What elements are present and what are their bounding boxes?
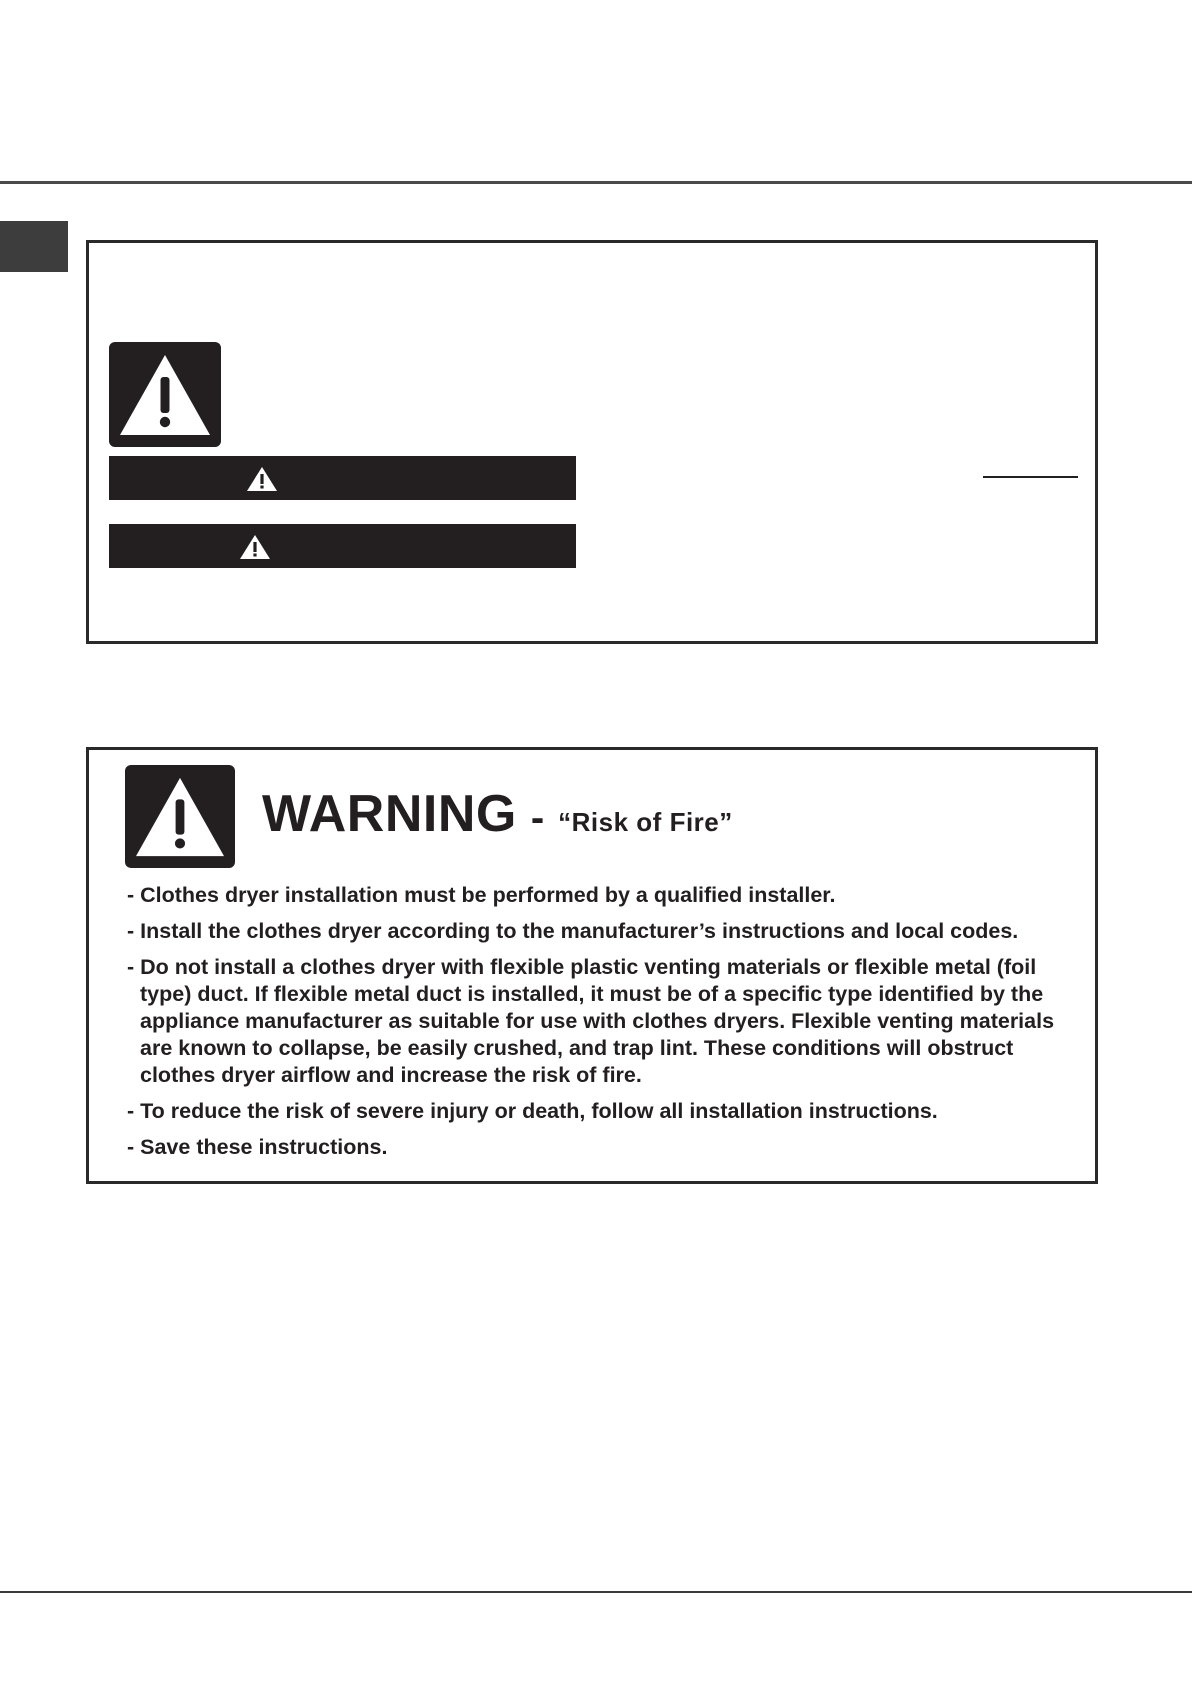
fire-warning-box xyxy=(86,747,1098,1184)
header-rule xyxy=(0,181,1192,184)
warning-subtitle: “Risk of Fire” xyxy=(558,807,733,837)
small-warning-triangle-icon xyxy=(246,466,278,492)
small-warning-triangle-icon xyxy=(239,534,271,560)
warning-list xyxy=(127,882,1077,1170)
list-item: - Install the clothes dryer according to the manufacturer’s instructions and local codes. xyxy=(127,919,1019,943)
section-tab xyxy=(0,221,68,272)
warning-heading xyxy=(262,784,733,844)
warning-title: WARNING xyxy=(262,785,517,843)
warning-triangle-icon xyxy=(125,765,235,868)
warning-separator: - xyxy=(530,796,545,840)
safety-info-box xyxy=(86,240,1098,644)
list-item: - Clothes dryer installation must be performed by a qualified installer. xyxy=(127,883,836,907)
footer-rule xyxy=(0,1591,1192,1593)
underline-mark xyxy=(983,476,1078,478)
list-item: - Do not install a clothes dryer with flexible plastic venting materials or flexible metal (foil type) duct. If flexible metal duct is installed, it must be of a specific type identified by the appliance manufacturer as suitable for use with clothes dryers. Flexible venting materials are known to collapse, be easily crushed, and trap lint. These conditions will obstruct clothes dryer airflow and increase the risk of fire. xyxy=(127,955,1055,1087)
list-item: - Save these instructions. xyxy=(127,1135,388,1159)
warning-triangle-icon xyxy=(109,342,221,447)
warning-signal-bar xyxy=(109,524,576,568)
danger-signal-bar xyxy=(109,456,576,500)
list-item: - To reduce the risk of severe injury or death, follow all installation instructions. xyxy=(127,1099,938,1123)
